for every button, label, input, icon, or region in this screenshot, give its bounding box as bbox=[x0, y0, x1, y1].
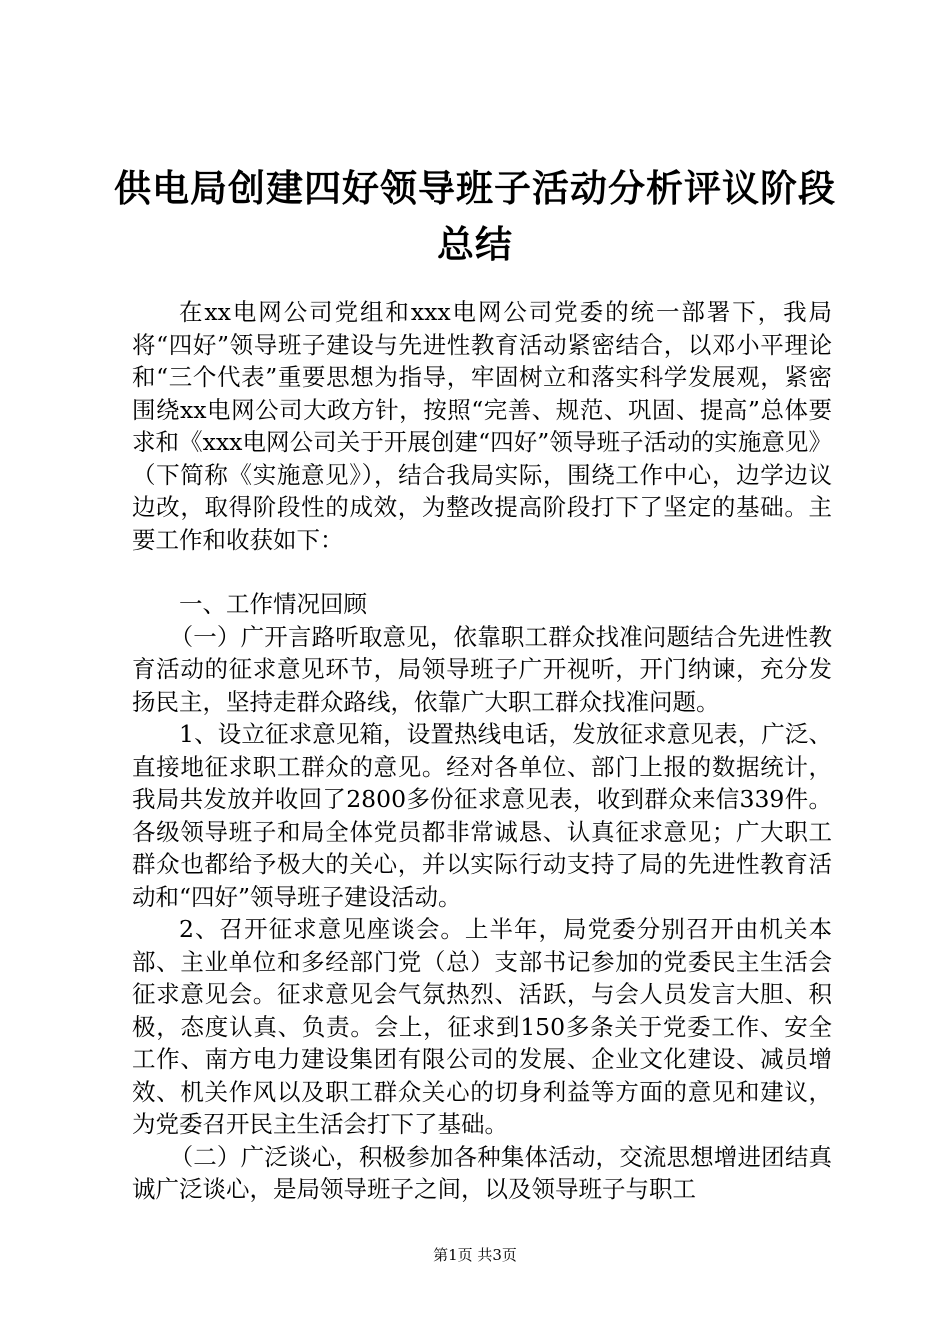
page-number: 第1页 共3页 bbox=[433, 1246, 517, 1264]
item-paragraph: 2、召开征求意见座谈会。上半年，局党委分别召开由机关本部、主业单位和多经部门党（总）支部书记参加的党委民主生活会征求意见会。征求意见会气氛热烈、活跃，与会人员发言大胆、积极，态度认真、负责。会上，征求到150多条关于党委工作、安全工作、南方电力建设集团有限公司的发展、企业文化建设、减员增效、机关作风以及职工群众关心的切身利益等方面的意见和建议，为党委召开民主生活会打下了基础。 bbox=[132, 915, 832, 1138]
subsection-paragraph: （二）广泛谈心，积极参加各种集体活动，交流思想增进团结真诚广泛谈心，是局领导班子之间，以及领导班子与职工 bbox=[132, 1142, 832, 1203]
intro-paragraph: 在xx电网公司党组和xxx电网公司党委的统一部署下，我局将“四好”领导班子建设与先进性教育活动紧密结合，以邓小平理论和“三个代表”重要思想为指导，牢固树立和落实科学发展观，紧密围绕xx电网公司大政方针，按照“完善、规范、巩固、提高”总体要求和《xxx电网公司关于开展创建“四好”领导班子活动的实施意见》（下简称《实施意见》），结合我局实际，围绕工作中心，边学边议边改，取得阶段性的成效，为整改提高阶段打下了坚定的基础。主要工作和收获如下： bbox=[132, 298, 832, 554]
document-body bbox=[132, 296, 832, 1206]
section-heading: 一、工作情况回顾 bbox=[179, 590, 367, 618]
item-paragraph: 1、设立征求意见箱，设置热线电话，发放征求意见表，广泛、直接地征求职工群众的意见。经对各单位、部门上报的数据统计，我局共发放并收回了2800多份征求意见表，收到群众来信339件。各级领导班子和局全体党员都非常诚恳、认真征求意见；广大职工群众也都给予极大的关心，并以实际行动支持了局的先进性教育活动和“四好”领导班子建设活动。 bbox=[132, 720, 832, 911]
document-title: 供电局创建四好领导班子活动分析评议阶段总结 bbox=[114, 166, 836, 266]
subsection-paragraph: （一）广开言路听取意见，依靠职工群众找准问题结合先进性教育活动的征求意见环节，局领导班子广开视听，开门纳谏，充分发扬民主，坚持走群众路线，依靠广大职工群众找准问题。 bbox=[132, 622, 832, 716]
